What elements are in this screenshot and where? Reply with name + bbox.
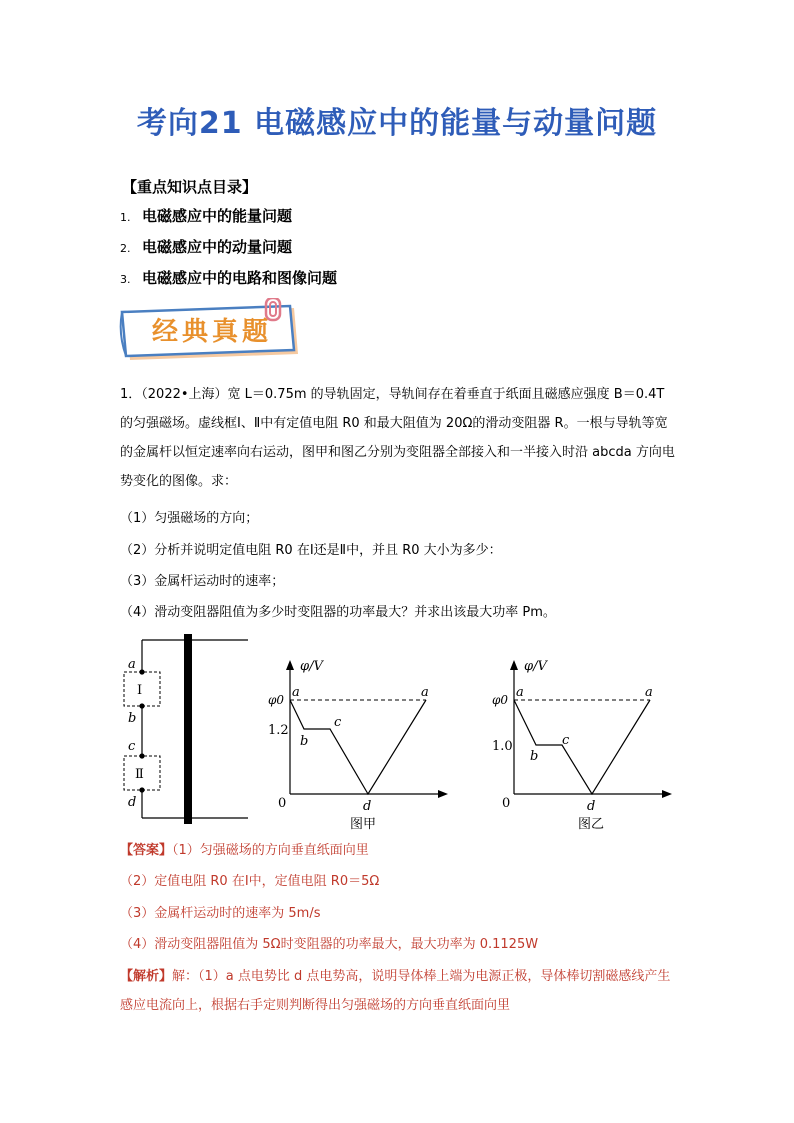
label-d: d: [128, 795, 137, 810]
answer-text: （1）匀强磁场的方向垂直纸面向里: [172, 843, 369, 858]
toc-heading: 【重点知识点目录】: [122, 178, 258, 196]
banner-text: 经典真题: [151, 317, 273, 347]
phi0-label: φ0: [268, 693, 285, 707]
toc-item-text: 电磁感应中的电路和图像问题: [142, 269, 338, 287]
answer-line: （2）定值电阻 R0 在Ⅰ中，定值电阻 R0＝5Ω: [120, 874, 380, 889]
answer-line: [120, 836, 680, 865]
terminal-a: [139, 669, 144, 674]
answer-line: （4）滑动变阻器阻值为 5Ω时变阻器的功率最大，最大功率为 0.1125W: [120, 937, 539, 952]
point-d: d: [587, 799, 596, 814]
page-title: 考向21 电磁感应中的能量与动量问题: [136, 106, 658, 141]
x-axis-arrow: [662, 790, 672, 798]
box-label-1: Ⅰ: [137, 683, 143, 698]
point-a-end: a: [421, 685, 429, 700]
circuit-figure: [118, 630, 258, 826]
analysis-block: [120, 962, 680, 1020]
question-part: （3）金属杆运动时的速率；: [120, 574, 285, 589]
toc-item-number: 1.: [120, 211, 131, 224]
potential-curve: [290, 700, 426, 794]
terminal-c: [139, 753, 144, 758]
point-b: b: [300, 734, 309, 749]
answer-line: （3）金属杆运动时的速率为 5m/s: [120, 906, 321, 921]
point-b: b: [530, 749, 539, 764]
label-a: a: [128, 657, 136, 672]
analysis-label: 【解析】: [120, 969, 173, 984]
y-axis-arrow: [510, 660, 518, 670]
point-d: d: [363, 799, 372, 814]
tick-value: 1.2: [268, 723, 289, 738]
terminal-b: [139, 703, 144, 708]
toc-item: [120, 204, 337, 235]
terminal-d: [139, 787, 144, 792]
label-b: b: [128, 711, 137, 726]
origin-label: 0: [502, 796, 511, 811]
y-axis-label: φ/V: [524, 659, 547, 674]
toc-item: [120, 266, 337, 297]
point-c: c: [562, 733, 570, 748]
point-c: c: [334, 715, 342, 730]
question-part: （2）分析并说明定值电阻 R0 在Ⅰ还是Ⅱ中，并且 R0 大小为多少：: [120, 543, 502, 558]
question-stem: 1．（2022•上海）宽 L＝0.75m 的导轨固定，导轨间存在着垂直于纸面且磁感应强度 B＝0.4T 的匀强磁场。虚线框Ⅰ、Ⅱ中有定值电阻 R0 和最大阻值为 20Ω的滑动变阻器 R。一根与导轨等宽的金属杆以恒定速率向右运动，图甲和图乙分别为变阻器全部接入和一半接入时沿 abcda 方向电势变化的图像。求：: [120, 387, 675, 489]
graph-caption: 图甲: [350, 817, 377, 832]
section-banner: [118, 298, 306, 364]
origin-label: 0: [278, 796, 287, 811]
x-axis-arrow: [438, 790, 448, 798]
question-part: （4）滑动变阻器阻值为多少时变阻器的功率最大？并求出该最大功率 Pm。: [120, 605, 556, 620]
toc-item-number: 2.: [120, 242, 131, 255]
toc-item: [120, 235, 337, 266]
point-a: a: [516, 685, 524, 700]
y-axis-arrow: [286, 660, 294, 670]
graph-yi: [492, 656, 676, 834]
analysis-text: 解：（1）a 点电势比 d 点电势高，说明导体棒上端为电源正极，导体棒切割磁感线产生感应电流向上，根据右手定则判断得出匀强磁场的方向垂直纸面向里: [120, 969, 671, 1013]
question-part: （1）匀强磁场的方向；: [120, 511, 259, 526]
point-a-end: a: [645, 685, 653, 700]
y-axis-label: φ/V: [300, 659, 323, 674]
tick-value: 1.0: [492, 739, 513, 754]
toc-item-number: 3.: [120, 273, 131, 286]
graph-caption: 图乙: [578, 817, 605, 832]
phi0-label: φ0: [492, 693, 509, 707]
potential-curve: [514, 700, 650, 794]
toc-item-text: 电磁感应中的动量问题: [142, 238, 293, 256]
answer-label: 【答案】: [120, 843, 173, 858]
toc-list: [120, 204, 337, 297]
label-c: c: [128, 739, 136, 754]
toc-item-text: 电磁感应中的能量问题: [142, 207, 293, 225]
point-a: a: [292, 685, 300, 700]
graph-jia: [268, 656, 452, 834]
box-label-2: Ⅱ: [135, 767, 144, 782]
metal-rod: [184, 634, 192, 824]
